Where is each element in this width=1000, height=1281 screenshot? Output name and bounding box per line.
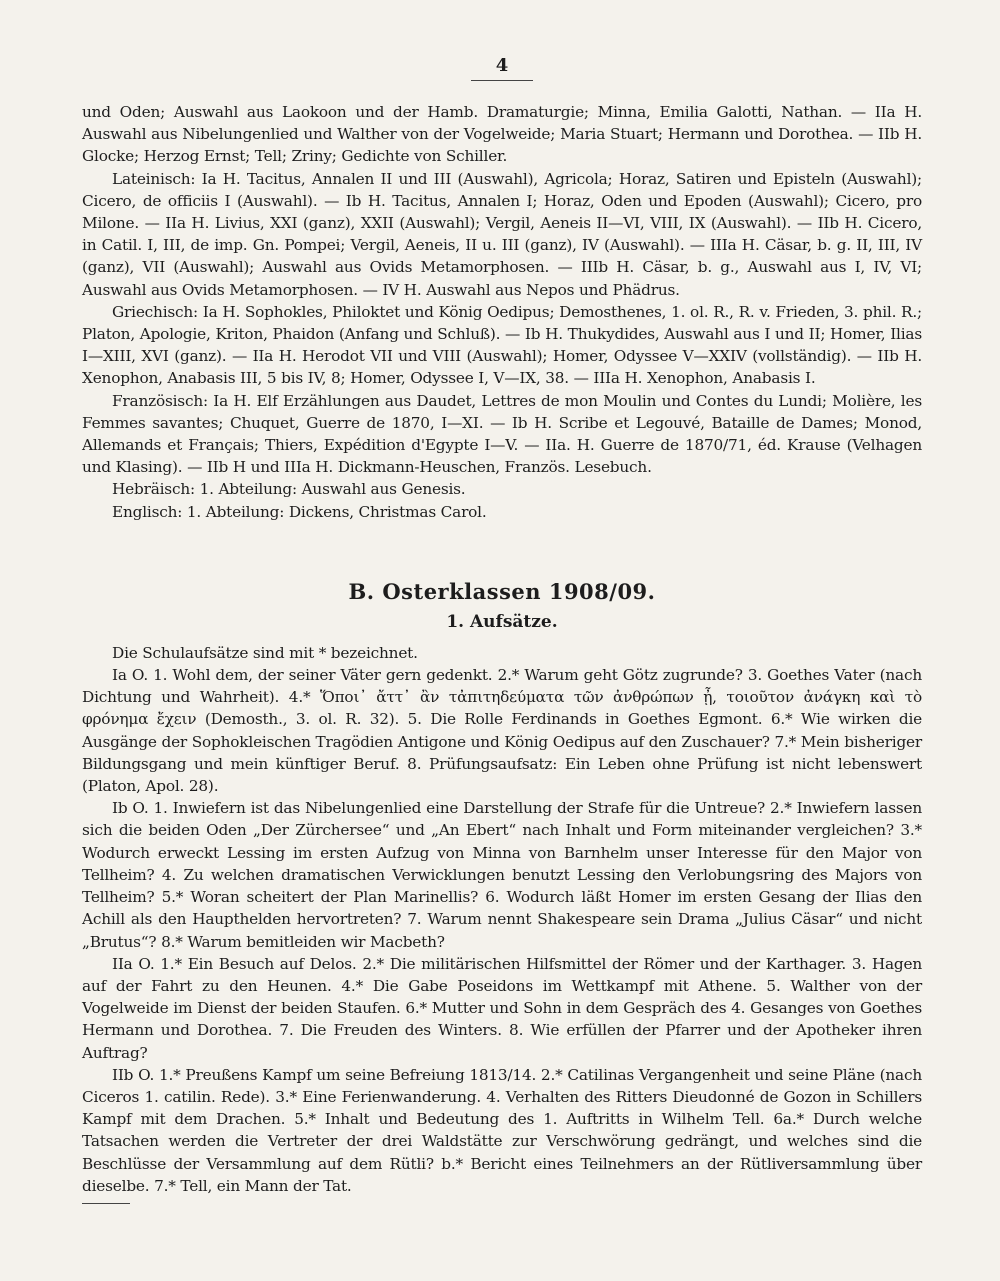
- paragraph-iia-o: IIa O. 1.* Ein Besuch auf Delos. 2.* Die militärischen Hilfsmittel der Römer und der Karthager. 3. Hagen auf der Fahrt zu den Heunen. 4.* Die Gabe Poseidons im Wettkampf mit Athene. 5. Walther von der Vogelweide im Dienst der beiden Staufen. 6.* Mutter und Sohn in dem Gespräch des 4. Gesanges von Goethes Hermann und Dorothea. 7. Die Freuden des Winters. 8. Wie erfüllen der Pfarrer und der Apotheker ihren Auftrag?: [82, 954, 922, 1062]
- section-b-title: B. Osterklassen 1908/09.: [348, 578, 656, 604]
- paragraph-ib-o: Ib O. 1. Inwiefern ist das Nibelungenlied eine Darstellung der Strafe für die Untreue? 2.* Inwiefern lassen sich die beiden Oden „Der Zürchersee“ und „An Ebert“ nach Inhalt und Form miteinander vergleichen? 3.* Wodurch erweckt Lessing im ersten Aufzug von Minna von Barnhelm unser Interesse für den Major von Tellheim? 4. Zu welchen dramatischen Verwicklungen benutzt Lessing den Verlobungsring des Majors von Tellheim? 5.* Woran scheitert der Plan Marinellis? 6. Wodurch läßt Homer im ersten Gesang der Ilias den Achill als den Haupthelden hervortreten? 7. Warum nennt Shakespeare sein Drama „Julius Cäsar“ und nicht „Brutus“? 8.* Warum bemitleiden wir Macbeth?: [82, 799, 922, 951]
- paragraph-griechisch: Griechisch: Ia H. Sophokles, Philoktet und König Oedipus; Demosthenes, 1. ol. R., R. v. Frieden, 3. phil. R.; Platon, Apologie, Kriton, Phaidon (Anfang und Schluß). — Ib H. Thukydides, Auswahl aus I und II; Homer, Ilias I—XIII, XVI (ganz). — IIa H. Herodot VII und VIII (Auswahl); Homer, Odyssee V—XXIV (vollständig). — IIb H. Xenophon, Anabasis III, 5 bis IV, 8; Homer, Odyssee I, V—IX, 38. — IIIa H. Xenophon, Anabasis I.: [82, 302, 922, 388]
- paragraph-iib-o: IIb O. 1.* Preußens Kampf um seine Befreiung 1813/14. 2.* Catilinas Vergangenheit und seine Pläne (nach Ciceros 1. catilin. Rede). 3.* Eine Ferienwanderung. 4. Verhalten des Ritters Dieudonné de Gozon in Schillers Kampf mit dem Drachen. 5.* Inhalt und Bedeutung des 1. Auftritts in Wilhelm Tell. 6a.* Durch welche Tatsachen werden die Vertreter der drei Waldstätte zur Verschwörung gedrängt, und welches sind die Beschlüsse der Versammlung auf dem Rütli? b.* Bericht eines Teilnehmers an der Rütliversammlung über dieselbe. 7.* Tell, ein Mann der Tat.: [82, 1065, 922, 1195]
- paragraph-deutsch-continued: und Oden; Auswahl aus Laokoon und der Hamb. Dramaturgie; Minna, Emilia Galotti, Nathan. — IIa H. Auswahl aus Nibelungenlied und Walther von der Vogelweide; Maria Stuart; Hermann und Dorothea. — IIb H. Glocke; Herzog Ernst; Tell; Zriny; Gedichte von Schiller.: [82, 103, 922, 166]
- page-number-rule: [471, 80, 533, 81]
- paragraph-hebraeisch: Hebräisch: 1. Abteilung: Auswahl aus Genesis.: [112, 480, 466, 499]
- paragraph-note: Die Schulaufsätze sind mit * bezeichnet.: [112, 643, 418, 662]
- section-b: [82, 642, 922, 1197]
- subsection-title-aufsaetze: 1. Aufsätze.: [446, 611, 558, 632]
- section-a: [82, 101, 922, 523]
- paragraph-lateinisch: Lateinisch: Ia H. Tacitus, Annalen II und III (Auswahl), Agricola; Horaz, Satiren und Episteln (Auswahl); Cicero, de officiis I (Auswahl). — Ib H. Tacitus, Annalen I; Horaz, Oden und Epoden (Auswahl); Cicero, pro Milone. — IIa H. Livius, XXI (ganz), XXII (Auswahl); Vergil, Aeneis II—VI, VIII, IX (Auswahl). — IIb H. Cicero, in Catil. I, III, de imp. Gn. Pompei; Vergil, Aeneis, II u. III (ganz), IV (Auswahl). — IIIa H. Cäsar, b. g. II, III, IV (ganz), VII (Auswahl); Auswahl aus Ovids Metamorphosen. — IIIb H. Cäsar, b. g., Auswahl aus I, IV, VI; Auswahl aus Ovids Metamorphosen. — IV H. Auswahl aus Nepos und Phädrus.: [82, 169, 922, 299]
- paragraph-franzoesisch: Französisch: Ia H. Elf Erzählungen aus Daudet, Lettres de mon Moulin und Contes du Lundi; Molière, les Femmes savantes; Chuquet, Guerre de 1870, I—XI. — Ib H. Scribe et Legouvé, Bataille de Dames; Monod, Allemands et Français; Thiers, Expédition d'Egypte I—V. — IIa. H. Guerre de 1870/71, éd. Krause (Velhagen und Klasing). — IIb H und IIIa H. Dickmann-Heuschen, Französ. Lesebuch.: [82, 391, 922, 477]
- document-page: [82, 55, 922, 1204]
- page-number: 4: [495, 55, 509, 76]
- paragraph-ia-o: Ia O. 1. Wohl dem, der seiner Väter gern gedenkt. 2.* Warum geht Götz zugrunde? 3. Goethes Vater (nach Dichtung und Wahrheit). 4.* Ὅποι᾽ ἄττ᾽ ἂν τἀπιτηδεύματα τῶν ἀνθρώπων ᾖ, τοιοῦτον ἀνάγκη καὶ τὸ φρόνημα ἔχειν (Demosth., 3. ol. R. 32). 5. Die Rolle Ferdinands in Goethes Egmont. 6.* Wie wirken die Ausgänge der Sophokleischen Tragödien Antigone und König Oedipus auf den Zuschauer? 7.* Mein bisheriger Bildungsgang und mein künftiger Beruf. 8. Prüfungsaufsatz: Ein Leben ohne Prüfung ist nicht lebenswert (Platon, Apol. 28).: [82, 666, 922, 796]
- footer-rule: [82, 1203, 130, 1204]
- paragraph-englisch: Englisch: 1. Abteilung: Dickens, Christmas Carol.: [112, 502, 487, 521]
